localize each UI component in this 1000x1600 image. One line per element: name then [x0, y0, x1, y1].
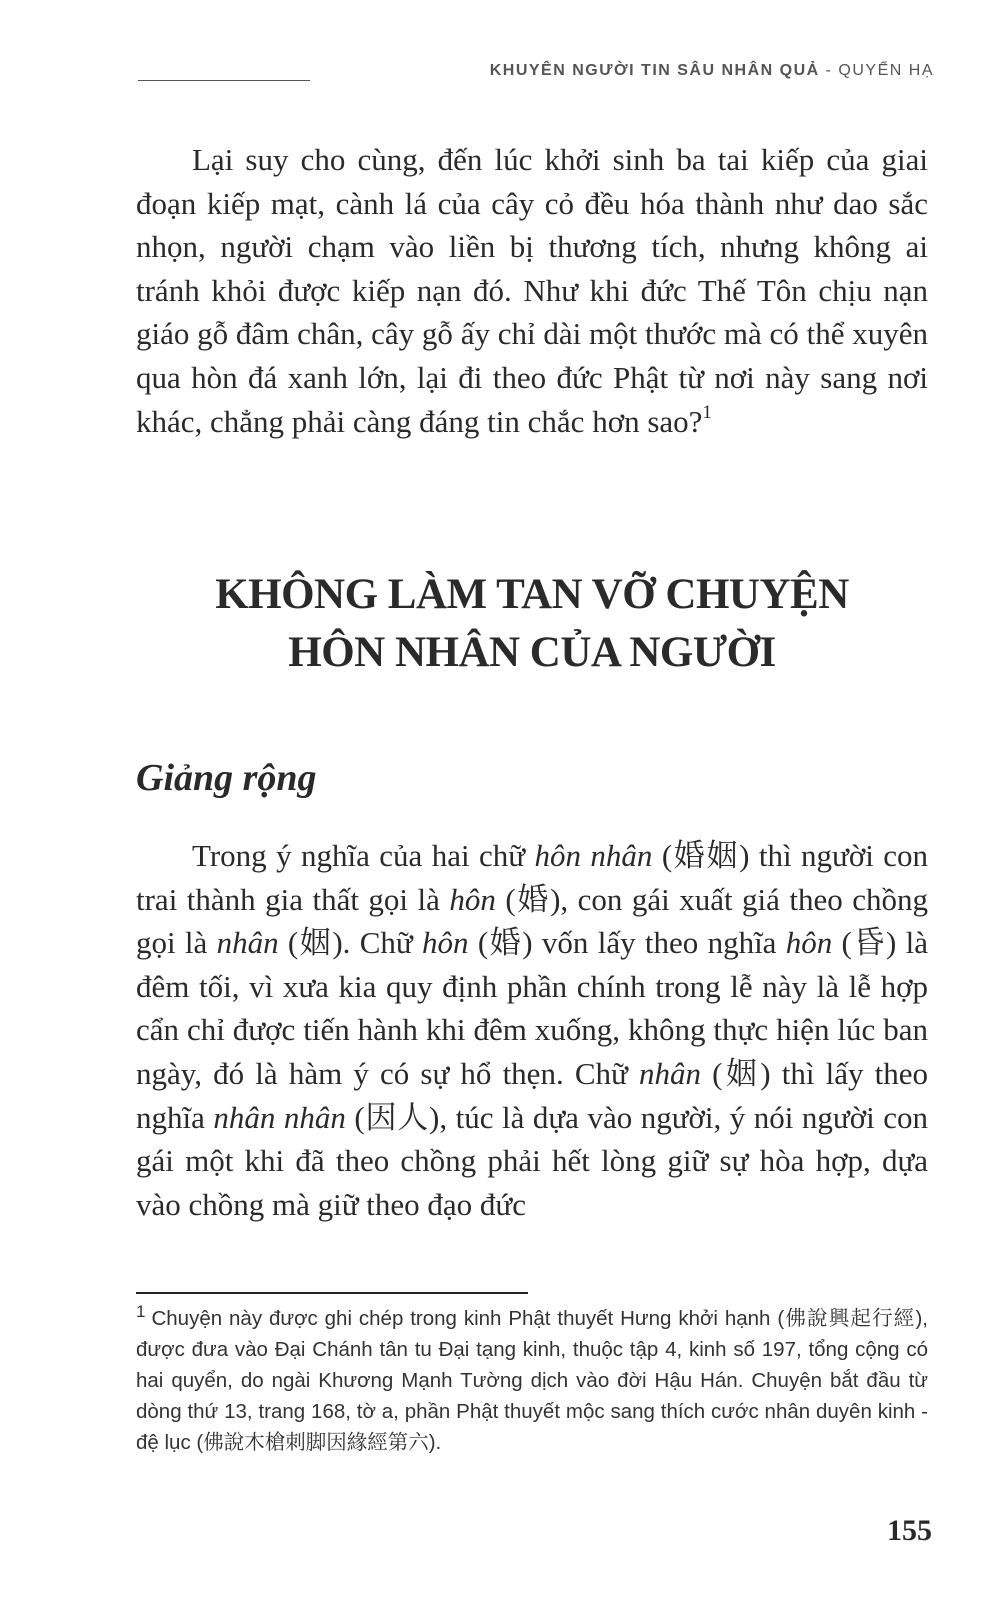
- italic-term: nhân: [216, 925, 279, 961]
- running-header-volume: QUYỂN HẠ: [838, 62, 934, 79]
- italic-term: hôn nhân: [534, 838, 653, 873]
- footnote-text: Chuyện này được ghi chép trong kinh Phật thuyết Hưng khởi hạnh (佛說興起行經), được đưa vào Đại Chánh tân tu Đại tạng kinh, thuộc tập 4, kinh số 197, tổng cộng có hai quyển, do ngài Khương Mạnh Tường dịch vào đời Hậu Hán. Chuyện bắt đầu từ dòng thứ 13, trang 168, tờ a, phần Phật thuyết mộc sang thích cước nhân duyên kinh - đệ lục (佛說木槍刺脚因緣經第六).: [136, 1307, 928, 1454]
- paragraph-2-text: Trong ý nghĩa của hai chữ: [192, 838, 535, 873]
- paragraph-2-text: (昏) là đêm tối, vì xưa kia quy định phần chính trong lễ này là lễ hợp cẩn chỉ được tiến hành khi đêm xuống, không thực hiện lúc ban ngày, đó là hàm ý có sự hổ thẹn. Chữ: [136, 925, 928, 1091]
- chapter-title-line-2: HÔN NHÂN CỦA NGƯỜI: [288, 629, 776, 676]
- paragraph-1-text: Lại suy cho cùng, đến lúc khởi sinh ba tai kiếp của giai đoạn kiếp mạt, cành lá của cây cỏ đều hóa thành như dao sắc nhọn, người chạm vào liền bị thương tích, nhưng không ai tránh khỏi được kiếp nạn đó. Như khi đức Thế Tôn chịu nạn giáo gỗ đâm chân, cây gỗ ấy chỉ dài một thước mà có thể xuyên qua hòn đá xanh lớn, lại đi theo đức Phật từ nơi này sang nơi khác, chẳng phải càng đáng tin chắc hơn sao?: [136, 142, 928, 439]
- paragraph-2-text: (婚), con gái xuất giá theo chồng gọi là: [136, 881, 929, 961]
- paragraph-2-text: (姻). Chữ: [278, 925, 423, 961]
- running-header: [490, 62, 934, 80]
- italic-term: hôn: [449, 881, 496, 917]
- footnote: [136, 1296, 928, 1458]
- header-rule: [138, 80, 310, 81]
- paragraph-2-text: (婚) vốn lấy theo nghĩa: [468, 925, 786, 961]
- paragraph-2: [136, 834, 928, 1226]
- running-header-title: KHUYÊN NGƯỜI TIN SÂU NHÂN QUẢ: [489, 62, 820, 79]
- italic-term: nhân: [638, 1055, 701, 1091]
- italic-term: hôn: [422, 925, 469, 961]
- page-number: 155: [887, 1514, 932, 1547]
- italic-term: nhân nhân: [213, 1099, 346, 1135]
- running-header-separator: -: [819, 62, 839, 79]
- paragraph-2-text: (姻) thì lấy theo nghĩa: [136, 1055, 929, 1135]
- footnote-mark: 1: [136, 1302, 146, 1321]
- footnote-reference: 1: [702, 401, 712, 423]
- paragraph-1: [136, 138, 928, 443]
- italic-term: hôn: [785, 925, 833, 961]
- paragraph-2-text: (婚姻) thì người con trai thành gia thất gọi là: [136, 838, 928, 917]
- chapter-title: [136, 566, 928, 682]
- footnote-rule: [136, 1292, 528, 1294]
- section-title: Giảng rộng: [136, 757, 317, 799]
- chapter-title-line-1: KHÔNG LÀM TAN VỠ CHUYỆN: [215, 571, 849, 618]
- paragraph-2-text: (因人), túc là dựa vào người, ý nói người con gái một khi đã theo chồng phải hết lòng giữ sự hòa hợp, dựa vào chồng mà giữ theo đạo đức: [136, 1099, 929, 1222]
